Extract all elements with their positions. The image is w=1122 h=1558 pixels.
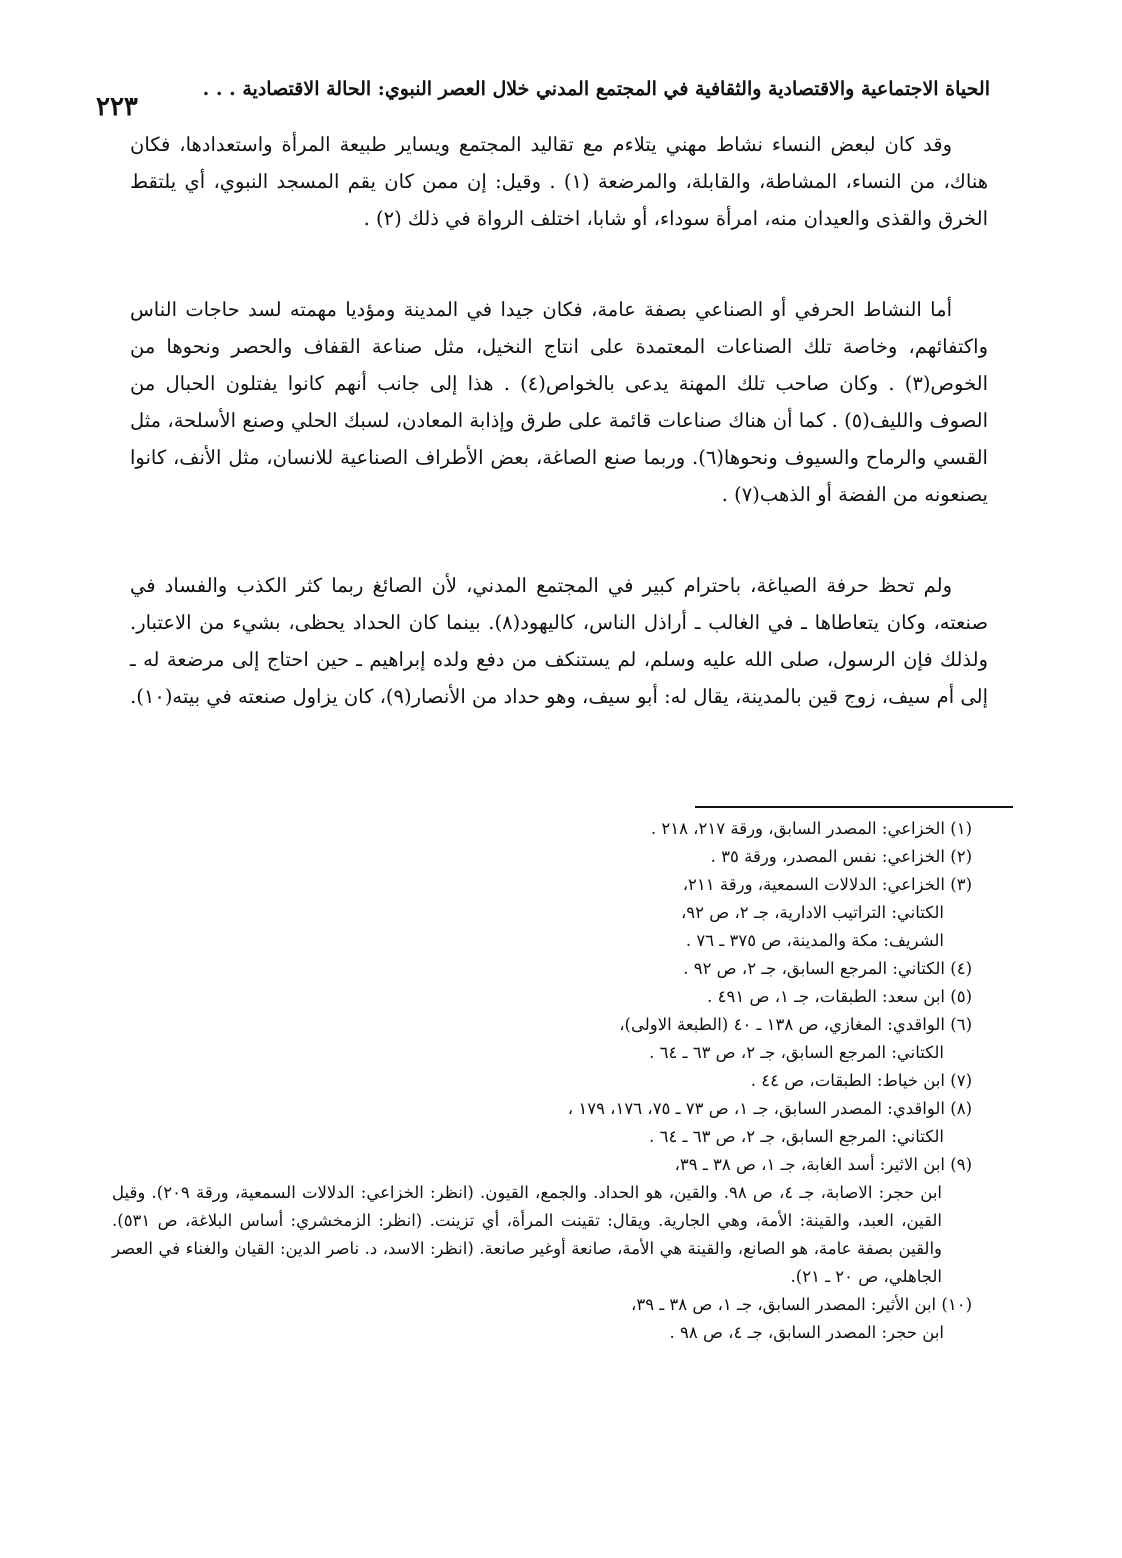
footnote-4: (٤) الكتاني: المرجع السابق، جـ ٢، ص ٩٢ . [683,959,972,978]
footnote-8-cont: الكتاني: المرجع السابق، جـ ٢، ص ٦٣ ـ ٦٤ . [649,1127,944,1146]
footnote-1: (١) الخزاعي: المصدر السابق، ورقة ٢١٧، ٢١٨ . [650,819,972,838]
footnote-3-cont-1: الكتاني: التراتيب الادارية، جـ ٢، ص ٩٢، [680,903,944,922]
footnote-8: (٨) الواقدي: المصدر السابق، جـ ١، ص ٧٣ ـ ٧٥، ١٧٦، ١٧٩ ، [567,1099,972,1118]
body-text [130,126,988,715]
running-header: الحياة الاجتماعية والاقتصادية والثقافية في المجتمع المدني خلال العصر النبوي: الحالة الاقتصادية . . . [202,78,990,100]
footnote-10-cont: ابن حجر: المصدر السابق، جـ ٤، ص ٩٨ . [669,1323,944,1342]
footnote-6-cont: الكتاني: المرجع السابق، جـ ٢، ص ٦٣ ـ ٦٤ . [649,1043,944,1062]
footnotes [112,815,992,1347]
footnote-3-cont-2: الشريف: مكة والمدينة، ص ٣٧٥ ـ ٧٦ . [685,931,944,950]
footnote-separator [695,806,1013,808]
paragraph-1: وقد كان لبعض النساء نشاط مهني يتلاءم مع تقاليد المجتمع ويساير طبيعة المرأة واستعدادها، فكان هناك، من النساء، المشاطة، والقابلة، والمرضعة (١) . وقيل: إن ممن كان يقم المسجد النبوي، أي يلتقط الخرق والقذى والعيدان منه، امرأة سوداء، أو شابا، اختلف الرواة في ذلك (٢) . [130,133,988,230]
footnote-6: (٦) الواقدي: المغازي، ص ١٣٨ ـ ٤٠ (الطبعة الاولى)، [619,1015,972,1034]
footnote-9: (٩) ابن الاثير: أسد الغابة، جـ ١، ص ٣٨ ـ ٣٩، [674,1155,972,1174]
page-number: ٢٢٣ [96,92,138,122]
footnote-7: (٧) ابن خياط: الطبقات، ص ٤٤ . [750,1071,972,1090]
paragraph-3: ولم تحظ حرفة الصياغة، باحترام كبير في المجتمع المدني، لأن الصائغ ربما كثر الكذب والفساد في صنعته، وكان يتعاطاها ـ في الغالب ـ أراذل الناس، كاليهود(٨). بينما كان الحداد يحظى، بشيء من الاعتبار. ولذلك فإن الرسول، صلى الله عليه وسلم، لم يستنكف من دفع ولده إبراهيم ـ حين احتاج إلى مرضعة له ـ إلى أم سيف، زوج قين بالمدينة، يقال له: أبو سيف، وهو حداد من الأنصار(٩)، كان يزاول صنعته في بيته(١٠). [130,574,988,708]
footnote-10: (١٠) ابن الأثير: المصدر السابق، جـ ١، ص ٣٨ ـ ٣٩، [631,1295,972,1314]
footnote-2: (٢) الخزاعي: نفس المصدر، ورقة ٣٥ . [710,847,972,866]
footnote-9-cont: ابن حجر: الاصابة، جـ ٤، ص ٩٨. والقين، هو الحداد. والجمع، القيون. (انظر: الخزاعي: الدلالات السمعية، ورقة ٢٠٩). وقيل القين، العبد، والقينة: الأمة، وهي الجارية. ويقال: تقينت المرأة، أي تزينت. (انظر: الزمخشري: أساس البلاغة، ص ٥٣١). والقين بصفة عامة، هو الصانع، والقينة هي الأمة، صانعة أوغير صانعة. (انظر: الاسد، د. ناصر الدين: القيان والغناء في العصر الجاهلي، ص ٢٠ ـ ٢١). [112,1183,943,1286]
footnote-5: (٥) ابن سعد: الطبقات، جـ ١، ص ٤٩١ . [707,987,972,1006]
footnote-3: (٣) الخزاعي: الدلالات السمعية، ورقة ٢١١، [682,875,972,894]
paragraph-2: أما النشاط الحرفي أو الصناعي بصفة عامة، فكان جيدا في المدينة ومؤديا مهمته لسد حاجات الناس واكتفائهم، وخاصة تلك الصناعات المعتمدة على انتاج النخيل، مثل صناعة القفاف والحصر ونحوها من الخوص(٣) . وكان صاحب تلك المهنة يدعى بالخواص(٤) . هذا إلى جانب أنهم كانوا يفتلون الحبال من الصوف والليف(٥) . كما أن هناك صناعات قائمة على طرق وإذابة المعادن، لسبك الحلي وصنع الأسلحة، مثل القسي والرماح والسيوف ونحوها(٦). وربما صنع الصاغة، بعض الأطراف الصناعية للانسان، مثل الأنف، كانوا يصنعونه من الفضة أو الذهب(٧) . [130,298,989,506]
